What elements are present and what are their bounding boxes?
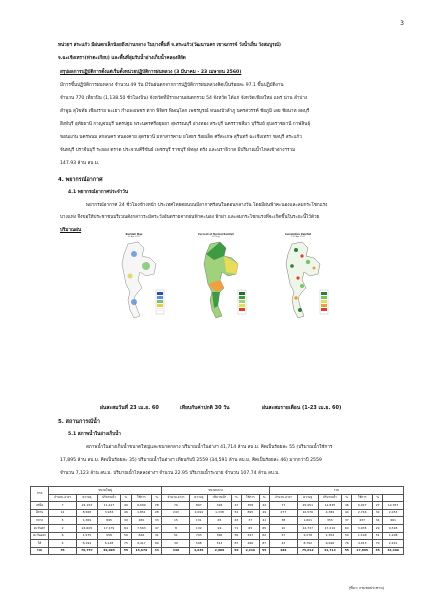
- table-cell: 10: [269, 524, 297, 532]
- reservoir-line: สภาพน้ำในอ่างเก็บน้ำขนาดใหญ่และขนาดกลาง ปริมาณน้ำในอ่างฯ 41,714 ล้าน ลบ.ม. คิดเป็นร้อยละ 55 (ปริมาณน้ำใช้การ: [86, 445, 333, 450]
- table-cell: 24,605: [77, 524, 98, 532]
- table-cell: 87: [231, 540, 241, 548]
- table-cell: 32: [373, 509, 383, 517]
- table-cell: 17,895: [352, 547, 373, 555]
- table-cell: 43: [269, 540, 297, 548]
- table-cell: 52: [231, 509, 241, 517]
- summary-line: จันทบุรี ปราจีนบุรี ระยอง ตราด ประจวบคีรีขันธ์ เพชรบุรี ราชบุรี พัทลุง ตรัง และนราธิวาส มีปริมาณน้ำไหลเข้าอ่างฯรวม: [60, 148, 296, 153]
- table-cell: 71: [231, 524, 241, 532]
- forecast-para-2: บางแห่ง จึงขอให้ประชาชนบริเวณดังกล่าวระมัดระวังอันตรายจากฝนฟ้าคะนอง ฟ้าผ่า และลมกระโชกแรงที่จะเกิดขึ้นในระยะนี้ไว้ด้วย: [60, 215, 320, 220]
- table-subheader: จำนวน อ่างฯ: [162, 494, 190, 502]
- table-cell: 56: [231, 547, 241, 555]
- table-cell: 70: [373, 540, 383, 548]
- table-cell: 69: [152, 540, 162, 548]
- summary-line: มีการขึ้นปฏิบัติการฝนหลวง จำนวน 49 วัน มีวันฝนตกจากการปฏิบัติการฝนหลวงคิดเป็นร้อยละ 97.1 ขึ้นปฏิบัติงาน: [60, 83, 284, 88]
- table-subheader: %: [342, 494, 352, 502]
- table-cell: 17,179: [97, 524, 121, 532]
- table-cell: 77: [269, 502, 297, 510]
- table-cell: 65: [259, 524, 269, 532]
- table-cell: 15,679: [131, 547, 152, 555]
- table-cell: 64: [342, 524, 352, 532]
- table-cell: 46: [121, 509, 131, 517]
- table-cell: 41: [259, 517, 269, 525]
- section-5-heading: 5. สถานการณ์น้ำ: [58, 419, 100, 425]
- table-cell: 318: [208, 502, 232, 510]
- table-cell: 27: [373, 502, 383, 510]
- table-cell: 355: [318, 517, 342, 525]
- map-title: Percent of Normal Rainfall: [198, 233, 234, 236]
- table-cell: 1,575: [77, 532, 98, 540]
- thailand-map-icon: [262, 232, 334, 324]
- summary-heading: สรุปผลการปฏิบัติการตั้งแต่เริ่มตั้งหน่วยปฏิบัติการฝนหลวง (3 มีนาคม - 23 เมษายน 2560): [60, 70, 242, 75]
- table-subheader-row: [31, 494, 404, 502]
- table-cell: 7,563: [131, 524, 152, 532]
- table-row: [31, 540, 404, 548]
- table-cell: 3,935: [352, 524, 373, 532]
- table-subheader: ใช้การ: [352, 494, 373, 502]
- table-cell: 2,909: [208, 547, 232, 555]
- table-cell: 3,933: [97, 509, 121, 517]
- region-cell: กลาง: [31, 517, 49, 525]
- table-cell: 6,946: [318, 540, 342, 548]
- table-cell: 703: [190, 532, 208, 540]
- table-subheader: ใช้การ: [131, 494, 152, 502]
- table-cell: 57: [269, 532, 297, 540]
- table-cell: 70: [162, 502, 190, 510]
- table-header: ขนาดใหญ่: [49, 487, 162, 495]
- table-cell: 6,699: [131, 502, 152, 510]
- table-cell: 35: [373, 547, 383, 555]
- table-cell: 9,518: [383, 524, 404, 532]
- table-subheader: ปริมาณน้ำ: [97, 494, 121, 502]
- table-cell: 2,094: [190, 509, 208, 517]
- table-cell: 42: [259, 502, 269, 510]
- table-cell: 11,835: [318, 502, 342, 510]
- table-cell: 6,927: [352, 502, 373, 510]
- table-cell: 75,012: [297, 547, 318, 555]
- table-cell: 347: [241, 532, 259, 540]
- table-cell: 56: [231, 532, 241, 540]
- map-subtitle: 30 Days: [211, 236, 221, 238]
- table-cell: 1,601: [297, 517, 318, 525]
- table-cell: 24,153: [77, 502, 98, 510]
- thailand-map-icon: [180, 232, 252, 324]
- table-cell: 51: [373, 532, 383, 540]
- table-cell: 6,128: [97, 540, 121, 548]
- table-cell: 449: [162, 547, 190, 555]
- table-cell: 897: [190, 502, 208, 510]
- table-cell: 44: [342, 509, 352, 517]
- rainfall-map-daily: [98, 232, 170, 324]
- table-cell: 31: [152, 532, 162, 540]
- intro-line-2: จ.ฉะเชิงเทรา(ท่าตะเกียบ) และพื้นที่ลุ่มรับน้ำอ่างเก็บน้ำคลองสียัด: [58, 56, 186, 61]
- table-cell: 2,053: [383, 509, 404, 517]
- table-cell: 38: [269, 517, 297, 525]
- table-cell: 5: [49, 517, 77, 525]
- table-cell: 4,389: [318, 509, 342, 517]
- map-subtitle: 1-23 Apr 2017: [290, 236, 306, 238]
- table-cell: 4: [49, 540, 77, 548]
- map-caption-daily: ฝนสะสมวันที่ 23 เม.ย. 60: [100, 405, 159, 411]
- table-cell: 34: [373, 517, 383, 525]
- table-cell: 24,737: [297, 524, 318, 532]
- summary-line: สิงห์บุรี อุทัยธานี กาญจนบุรี นครปฐม พระนครศรีอยุธยา สุพรรณบุรี อ่างทอง สระบุรี นครราชสีมา บุรีรัมย์ อุบลราชธานี กาฬสินธุ์: [60, 122, 311, 127]
- table-row: [31, 532, 404, 540]
- table-cell: 2,216: [241, 547, 259, 555]
- table-cell: 895: [241, 509, 259, 517]
- rain-maps: [98, 232, 334, 332]
- table-cell: 37: [342, 517, 352, 525]
- table-cell: 39: [162, 540, 190, 548]
- table-row: [31, 502, 404, 510]
- table-cell: 75: [121, 540, 131, 548]
- table-cell: 47: [231, 502, 241, 510]
- table-subheader: ใช้การ: [241, 494, 259, 502]
- table-cell: 280: [131, 517, 152, 525]
- table-subheader-blank: [383, 494, 404, 502]
- table-cell: 55: [121, 547, 131, 555]
- table-cell: 2: [49, 524, 77, 532]
- table-body: [31, 502, 404, 555]
- rain-label: ปริมาณฝน: [60, 228, 82, 233]
- table-cell: 65: [241, 524, 259, 532]
- table-cell: 1,851: [131, 509, 152, 517]
- table-cell: 94: [208, 524, 232, 532]
- table-cell: 482: [269, 547, 297, 555]
- table-cell: 1,369: [77, 517, 98, 525]
- table-subheader: %: [121, 494, 131, 502]
- table-cell: 39,095: [97, 547, 121, 555]
- table-cell: 131: [190, 517, 208, 525]
- table-cell: 12: [49, 509, 77, 517]
- table-subheader: ปริมาณน้ำ: [318, 494, 342, 502]
- percent-normal-map: [180, 232, 252, 324]
- thailand-map-icon: [98, 232, 170, 324]
- map-caption-percent: เทียบกับค่าปกติ 30 วัน: [180, 405, 230, 411]
- table-cell: 895: [97, 517, 121, 525]
- table-cell: 598: [190, 540, 208, 548]
- table-cell: 2,746: [352, 509, 373, 517]
- table-cell: 7: [49, 502, 77, 510]
- table-cell: 62: [259, 532, 269, 540]
- table-cell: 76: [342, 540, 352, 548]
- table-cell: 396: [208, 532, 232, 540]
- table-subheader: %: [231, 494, 241, 502]
- table-cell: 437: [352, 517, 373, 525]
- table-cell: 70,757: [77, 547, 98, 555]
- section-5-1-heading: 5.1 สภาพน้ำในอ่างเก็บน้ำ: [68, 432, 121, 437]
- region-cell: รวม: [31, 547, 49, 555]
- table-cell: 17,219: [318, 524, 342, 532]
- table-subheader: ความจุ: [77, 494, 98, 502]
- summary-line: 147.93 ล้าน ลบ.ม.: [60, 161, 100, 166]
- region-cell: ตะวันออก: [31, 532, 49, 540]
- table-row: [31, 524, 404, 532]
- table-subheader: ปริมาณน้ำ: [208, 494, 232, 502]
- table-cell: 65: [208, 517, 232, 525]
- forecast-para-1: พยากรณ์อากาศ 24 ชั่วโมงข้างหน้า ประเทศไทยตอนบนมีอากาศร้อนในตอนกลางวัน โดยมีฝนฟ้าคะนองและลมกระโชกแรง: [86, 203, 328, 208]
- map-caption-cumulative: ฝนสะสมรายเดือน (1-23 เม.ย. 60): [262, 405, 342, 411]
- table-cell: 33: [152, 517, 162, 525]
- table-cell: 30: [121, 517, 131, 525]
- table-subheader: จำนวน อ่างฯ: [49, 494, 77, 502]
- table-header: ขนาดกลาง: [162, 487, 269, 495]
- table-cell: 64: [121, 524, 131, 532]
- table-header: ภาค: [31, 487, 49, 502]
- table-cell: 33,499: [383, 547, 404, 555]
- table-cell: 51: [162, 532, 190, 540]
- table-cell: 29: [373, 524, 383, 532]
- table-cell: 358: [241, 502, 259, 510]
- table-cell: 4,913: [352, 540, 373, 548]
- table-cell: 59: [342, 532, 352, 540]
- table-cell: 35: [49, 547, 77, 555]
- source-note: (ที่มา: กรมชลประทาน): [348, 586, 384, 590]
- table-header: รวม: [269, 487, 403, 495]
- table-row: [31, 517, 404, 525]
- table-cell: 46: [342, 502, 352, 510]
- section-4-1-heading: 4.1 พยากรณ์อากาศประจำวัน: [68, 190, 129, 195]
- page-number: 3: [400, 20, 404, 27]
- table-cell: 2,241: [383, 540, 404, 548]
- reservoir-line: จำนวน 7,123 ล้าน ลบ.ม. ปริมาณน้ำไหลลงอ่างฯ จำนวน 22.95 ปริมาณน้ำระบาย จำนวน 107.74 ล้าน ลบ.ม.: [60, 471, 280, 476]
- table-cell: 2,278: [297, 532, 318, 540]
- table-subheader: ความจุ: [297, 494, 318, 502]
- table-cell: 56: [121, 532, 131, 540]
- table-cell: 496: [241, 540, 259, 548]
- table-row: [31, 509, 404, 517]
- table-cell: 513: [208, 540, 232, 548]
- region-cell: ตะวันตก: [31, 524, 49, 532]
- table-cell: 47: [152, 524, 162, 532]
- reservoir-table: [30, 486, 404, 555]
- table-cell: 87: [259, 540, 269, 548]
- table-subheader: จำนวน อ่างฯ: [269, 494, 297, 502]
- table-cell: 11,417: [97, 502, 121, 510]
- table-cell: 28: [152, 502, 162, 510]
- table-cell: 1,208: [383, 532, 404, 540]
- table-subheader: %: [373, 494, 383, 502]
- table-subheader: ความจุ: [190, 494, 208, 502]
- table-cell: 33: [152, 547, 162, 555]
- table-subheader: %: [152, 494, 162, 502]
- table-cell: 49: [259, 509, 269, 517]
- table-cell: 961: [383, 517, 404, 525]
- map-subtitle: 23 Apr 2017: [127, 236, 141, 238]
- table-cell: 55: [259, 547, 269, 555]
- region-cell: เหนือ: [31, 502, 49, 510]
- summary-line: จำนวน 770 เที่ยวบิน (1,138.50 ชั่วโมงบิน) จังหวัดที่มีรายงานฝนตกรวม 54 จังหวัด ได้แก่ จังหวัดเชียงใหม่ แพร่ น่าน ลำปาง: [60, 96, 308, 101]
- map-title: Cumulative Rainfall: [284, 233, 312, 236]
- table-cell: 277: [269, 509, 297, 517]
- table-cell: 28: [152, 509, 162, 517]
- table-cell: 10,576: [297, 509, 318, 517]
- table-cell: 8,194: [77, 540, 98, 548]
- table-cell: 63: [231, 517, 241, 525]
- table-cell: 4,635: [190, 547, 208, 555]
- region-cell: อีสาน: [31, 509, 49, 517]
- table-cell: 6: [49, 532, 77, 540]
- table-cell: 46: [121, 502, 131, 510]
- cumulative-rain-map: [262, 232, 334, 324]
- table-cell: 8,568: [77, 509, 98, 517]
- intro-line-1: หน่วยฯ สระแก้ว มีฝนตกเล็กน้อยถึงปานกลาง ในบางพื้นที่ จ.สระแก้ว(วัฒนานคร เขาฉกรรจ์ วังน้ำเย็น วังสมบูรณ์): [58, 43, 281, 48]
- table-cell: 132: [190, 524, 208, 532]
- table-cell: 958: [97, 532, 121, 540]
- table-cell: 846: [131, 532, 152, 540]
- table-cell: 8,762: [297, 540, 318, 548]
- table-cell: 1,198: [352, 532, 373, 540]
- table-cell: 15: [162, 517, 190, 525]
- table-cell: 37: [241, 517, 259, 525]
- summary-line: ลำพูน สุโขทัย เชียงราย พะเยา กำแพงเพชร ตาก พิจิตร พิษณุโลก เพชรบูรณ์ หนองบัวลำภู นครสวรรค์ ชัยภูมิ เลย ชัยนาท ลพบุรี: [60, 109, 310, 114]
- table-cell: 55: [342, 547, 352, 555]
- table-cell: 1,338: [208, 509, 232, 517]
- table-cell: 25,051: [297, 502, 318, 510]
- section-4-heading: 4. พยากรณ์อากาศ: [58, 177, 103, 183]
- table-total-row: [31, 547, 404, 555]
- table-cell: 12,357: [383, 502, 404, 510]
- map-title: Rainfall Map: [125, 233, 143, 236]
- reservoir-line: 17,895 ล้าน ลบ.ม. คิดเป็นร้อยละ 35) ปริมาณน้ำในอ่างฯ เทียบกับปี 2559 (34,591 ล้าน ลบ.ม. คิดเป็นร้อยละ 46) มากกว่าปี 2559: [60, 458, 322, 463]
- table-cell: 243: [162, 509, 190, 517]
- table-cell: 8: [162, 524, 190, 532]
- table-cell: 4,417: [131, 540, 152, 548]
- table-subheader: %: [259, 494, 269, 502]
- region-cell: ใต้: [31, 540, 49, 548]
- table-cell: 1,354: [318, 532, 342, 540]
- table-cell: 41,714: [318, 547, 342, 555]
- summary-line: ขอนแก่น นครพนม สกลนคร หนองคาย อุดรธานี มหาสารคาม ยโสธร ร้อยเอ็ด ศรีสะเกษ สุรินทร์ ฉะเชิงเทรา ชลบุรี สระแก้ว: [60, 135, 302, 140]
